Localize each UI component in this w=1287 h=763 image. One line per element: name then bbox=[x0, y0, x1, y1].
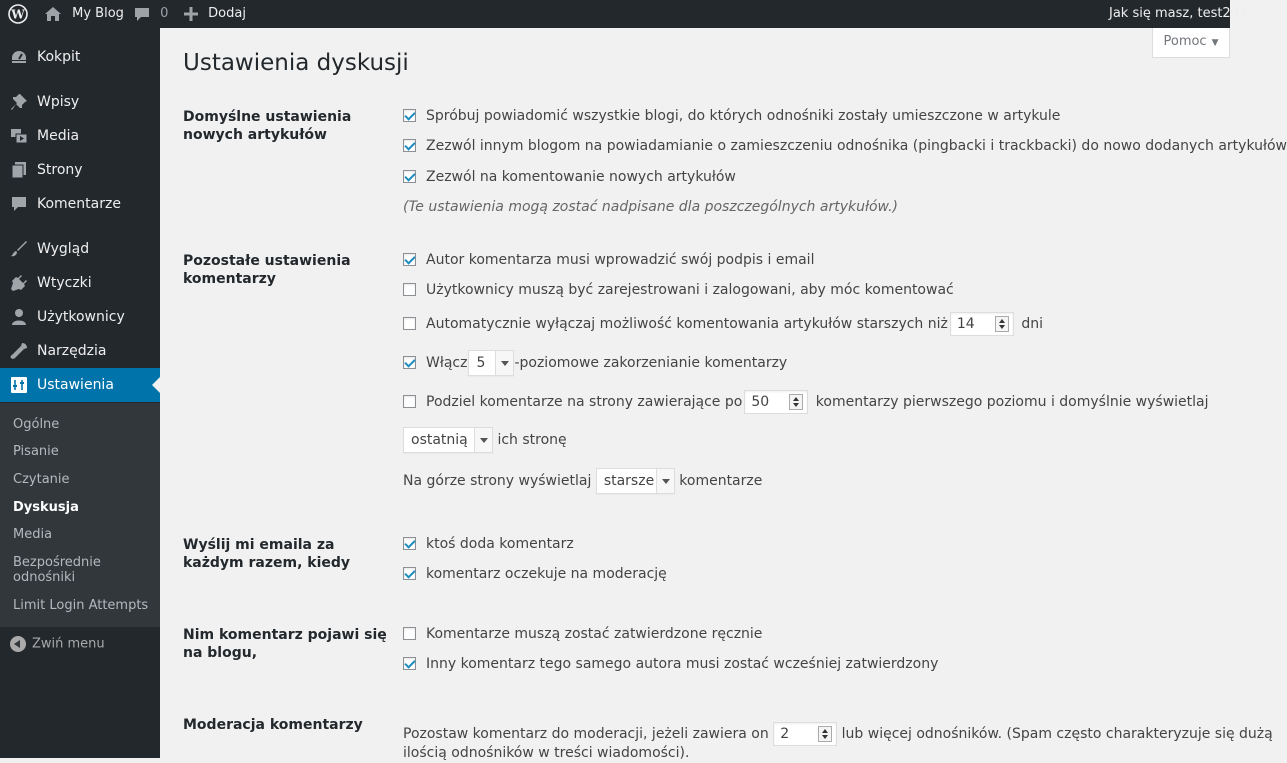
select-value: ostatnią bbox=[411, 432, 468, 448]
comments-per-page-input[interactable] bbox=[744, 390, 808, 414]
sidebar-item-strony[interactable] bbox=[0, 153, 160, 187]
settings-icon bbox=[10, 376, 28, 394]
input-value: 2 bbox=[780, 726, 790, 742]
submenu-item-limit-login[interactable]: Limit Login Attempts bbox=[13, 598, 149, 613]
other-option-6 bbox=[403, 427, 567, 453]
sidebar-item-label: Ustawienia bbox=[37, 377, 114, 393]
chevron-down-icon: ▼ bbox=[1211, 38, 1219, 48]
spinner-icon[interactable] bbox=[995, 316, 1009, 332]
submenu-item-dyskusja[interactable]: Dyskusja bbox=[13, 500, 79, 515]
comment-order-select[interactable] bbox=[596, 468, 675, 494]
moderation-label: Moderacja komentarzy bbox=[183, 717, 363, 733]
sidebar-item-uzytkownicy[interactable] bbox=[0, 300, 160, 334]
collapse-arrow-icon bbox=[10, 636, 26, 652]
sidebar-item-label: Użytkownicy bbox=[37, 309, 125, 325]
submenu-item-pisanie[interactable]: Pisanie bbox=[13, 444, 59, 459]
collapse-label: Zwiń menu bbox=[32, 636, 105, 652]
option-label: ktoś doda komentarz bbox=[426, 536, 574, 552]
option-label: Włącz bbox=[426, 355, 468, 371]
spinner-icon[interactable] bbox=[789, 394, 803, 410]
before-option-2 bbox=[403, 654, 938, 674]
sidebar-item-wyglad[interactable] bbox=[0, 232, 160, 266]
admin-sidebar bbox=[0, 28, 160, 758]
other-option-1 bbox=[403, 250, 814, 270]
before-option-1 bbox=[403, 624, 762, 644]
moderation-links-input[interactable] bbox=[773, 722, 837, 746]
comment-icon bbox=[10, 195, 28, 213]
other-option-2 bbox=[403, 280, 954, 300]
option-label: Autor komentarza musi wprowadzić swój podpis i email bbox=[426, 252, 815, 268]
submenu-item-ogolne[interactable]: Ogólne bbox=[13, 417, 60, 432]
defaults-option-2 bbox=[403, 136, 1287, 156]
defaults-label: Domyślne ustawienia nowych artykułów bbox=[183, 109, 352, 143]
option-label: Użytkownicy muszą być zarejestrowani i zalogowani, aby móc komentować bbox=[426, 282, 954, 298]
checkbox-require-name-email[interactable] bbox=[403, 253, 416, 266]
defaults-option-1 bbox=[403, 106, 1060, 126]
checkbox-notify-blogs[interactable] bbox=[403, 109, 416, 122]
settings-submenu bbox=[0, 403, 160, 627]
defaults-note: (Te ustawienia mogą zostać nadpisane dla poszczególnych artykułów.) bbox=[403, 199, 899, 215]
paintbrush-icon bbox=[10, 240, 28, 258]
chevron-down-icon bbox=[495, 351, 513, 375]
sidebar-item-label: Narzędzia bbox=[37, 343, 107, 359]
option-label: ich stronę bbox=[497, 432, 567, 448]
option-label: komentarz oczekuje na moderację bbox=[426, 566, 667, 582]
chevron-down-icon bbox=[656, 469, 674, 493]
admin-bar bbox=[0, 0, 1248, 28]
checkbox-threaded-comments[interactable] bbox=[403, 356, 416, 369]
input-value: 14 bbox=[956, 316, 975, 332]
submenu-item-media[interactable]: Media bbox=[13, 527, 53, 542]
sidebar-item-label: Media bbox=[37, 128, 80, 144]
default-page-select[interactable] bbox=[403, 427, 493, 453]
spinner-icon[interactable] bbox=[818, 726, 832, 742]
sidebar-item-label: Komentarze bbox=[37, 196, 121, 212]
sidebar-item-label: Wygląd bbox=[37, 241, 90, 257]
comments-count: 0 bbox=[160, 6, 169, 21]
help-label: Pomoc bbox=[1163, 34, 1207, 49]
email-label: Wyślij mi emaila za każdym razem, kiedy bbox=[183, 537, 351, 571]
sidebar-item-ustawienia[interactable] bbox=[0, 368, 160, 402]
sidebar-item-label: Wtyczki bbox=[37, 275, 92, 291]
option-label: -poziomowe zakorzenianie komentarzy bbox=[514, 355, 788, 371]
select-value: starsze bbox=[603, 473, 655, 489]
sidebar-item-media[interactable] bbox=[0, 119, 160, 153]
home-icon bbox=[44, 6, 62, 22]
option-label: Podziel komentarze na strony zawierające po bbox=[426, 394, 743, 410]
option-label: lub więcej odnośników. (Spam często charakteryzuje się dużą bbox=[841, 726, 1273, 742]
thread-depth-select[interactable] bbox=[468, 350, 514, 376]
option-label: Spróbuj powiadomić wszystkie blogi, do których odnośniki zostały umieszczone w artykule bbox=[426, 108, 1061, 124]
new-content-link[interactable] bbox=[184, 0, 246, 28]
svg-text:W: W bbox=[11, 7, 25, 22]
option-label: komentarze bbox=[679, 473, 763, 489]
checkbox-close-comments[interactable] bbox=[403, 317, 416, 330]
close-days-input[interactable] bbox=[950, 312, 1014, 336]
site-name-link[interactable] bbox=[44, 0, 124, 28]
other-option-5 bbox=[403, 390, 1209, 414]
collapse-menu-button[interactable] bbox=[10, 636, 105, 652]
sidebar-item-wtyczki[interactable] bbox=[0, 266, 160, 300]
checkbox-manual-approval[interactable] bbox=[403, 627, 416, 640]
wordpress-logo-icon[interactable] bbox=[8, 0, 30, 28]
plugin-icon bbox=[10, 274, 28, 292]
chevron-down-icon bbox=[474, 428, 492, 452]
media-icon bbox=[10, 127, 28, 145]
other-option-3 bbox=[403, 312, 1043, 336]
checkbox-email-moderation[interactable] bbox=[403, 567, 416, 580]
option-label: Zezwól innym blogom na powiadamianie o zamieszczeniu odnośnika (pingbacki i trackbacki) do nowo dodanych artykułów bbox=[426, 138, 1287, 154]
page-title: Ustawienia dyskusji bbox=[183, 50, 409, 76]
option-label: Na górze strony wyświetlaj bbox=[403, 473, 592, 489]
pin-icon bbox=[10, 93, 28, 111]
sidebar-item-kokpit[interactable] bbox=[0, 40, 160, 74]
email-option-1 bbox=[403, 534, 574, 554]
users-icon bbox=[10, 308, 28, 326]
moderation-option-1-line2: ilością odnośników w treści wiadomości). bbox=[403, 745, 690, 761]
other-option-4 bbox=[403, 350, 787, 376]
option-label: Inny komentarz tego samego autora musi zostać wcześniej zatwierdzony bbox=[426, 656, 939, 672]
sidebar-item-komentarze[interactable] bbox=[0, 187, 160, 221]
option-label: Komentarze muszą zostać zatwierdzone ręcznie bbox=[426, 626, 763, 642]
other-label: Pozostałe ustawienia komentarzy bbox=[183, 253, 351, 287]
checkbox-paginate-comments[interactable] bbox=[403, 395, 416, 408]
email-option-2 bbox=[403, 564, 667, 584]
option-label: Zezwól na komentowanie nowych artykułów bbox=[426, 169, 736, 185]
wrench-icon bbox=[10, 342, 28, 360]
option-label: Pozostaw komentarz do moderacji, jeżeli zawiera on bbox=[403, 726, 769, 742]
sidebar-item-narzedzia[interactable] bbox=[0, 334, 160, 368]
submenu-item-czytanie[interactable]: Czytanie bbox=[13, 472, 70, 487]
submenu-item-permalinks[interactable]: Bezpośrednie odnośniki bbox=[13, 555, 101, 585]
option-label: dni bbox=[1021, 316, 1043, 332]
select-value: 5 bbox=[476, 355, 486, 371]
checkbox-require-registration[interactable] bbox=[403, 283, 416, 296]
new-label: Dodaj bbox=[208, 6, 246, 21]
option-label: komentarzy pierwszego poziomu i domyślnie wyświetlaj bbox=[815, 394, 1209, 410]
comment-bubble-icon bbox=[134, 6, 150, 22]
account-greeting[interactable]: Jak się masz, test294 bbox=[1109, 6, 1248, 21]
pages-icon bbox=[10, 161, 28, 179]
defaults-option-3 bbox=[403, 167, 736, 187]
other-option-7 bbox=[403, 468, 762, 494]
option-label: Automatycznie wyłączaj możliwość komentowania artykułów starszych niż bbox=[426, 316, 948, 332]
dashboard-icon bbox=[10, 48, 28, 66]
checkbox-prior-approval[interactable] bbox=[403, 657, 416, 670]
checkbox-allow-comments[interactable] bbox=[403, 170, 416, 183]
help-tab-button[interactable] bbox=[1152, 28, 1230, 58]
sidebar-item-wpisy[interactable] bbox=[0, 85, 160, 119]
before-label: Nim komentarz pojawi się na blogu, bbox=[183, 627, 387, 661]
comments-link[interactable] bbox=[134, 0, 168, 28]
checkbox-allow-pingbacks[interactable] bbox=[403, 139, 416, 152]
sidebar-item-label: Strony bbox=[37, 162, 83, 178]
plus-icon bbox=[184, 7, 198, 21]
sidebar-item-label: Kokpit bbox=[37, 49, 81, 65]
sidebar-item-label: Wpisy bbox=[37, 94, 80, 110]
site-name: My Blog bbox=[72, 6, 124, 21]
input-value: 50 bbox=[751, 394, 770, 410]
checkbox-email-new-comment[interactable] bbox=[403, 537, 416, 550]
